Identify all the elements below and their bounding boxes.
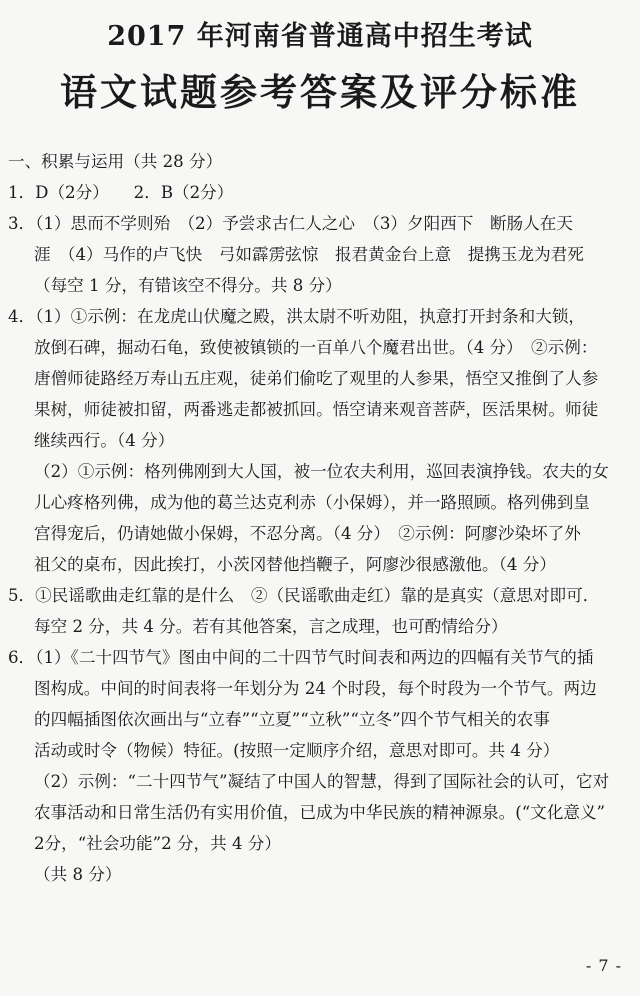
answer-line: 的四幅插图依次画出与“立春”“立夏”“立秋”“立冬”四个节气相关的农事 bbox=[34, 710, 550, 729]
answer-line: （2）示例：“二十四节气”凝结了中国人的智慧，得到了国际社会的认可，它对 bbox=[34, 772, 610, 791]
answer-line: 6．（1）《二十四节气》图由中间的二十四节气时间表和两边的四幅有关节气的插 bbox=[8, 648, 594, 667]
answer-line: 唐僧师徒路经万寿山五庄观，徒弟们偷吃了观里的人参果，悟空又推倒了人参 bbox=[34, 369, 599, 388]
answer-line: 果树，师徒被扣留，两番逃走都被抓回。悟空请来观音菩萨，医活果树。师徒 bbox=[34, 400, 599, 419]
answer-body bbox=[8, 146, 630, 890]
answer-line: 宫得宠后，仍请她做小保姆，不忍分离。（4 分） ②示例：阿廖沙染坏了外 bbox=[34, 524, 581, 543]
answer-line: 活动或时令（物候）特征。(按照一定顺序介绍，意思对即可。共 4 分） bbox=[34, 741, 560, 760]
answer-line: 农事活动和日常生活仍有实用价值，已成为中华民族的精神源泉。(“文化意义” bbox=[34, 803, 606, 822]
answer-line: （2）①示例：格列佛刚到大人国，被一位农夫利用，巡回表演挣钱。农夫的女 bbox=[34, 462, 609, 481]
answer-line: 祖父的桌布，因此挨打，小茨冈替他挡鞭子，阿廖沙很感激他。（4 分） bbox=[34, 555, 556, 574]
answer-line: 每空 2 分，共 4 分。若有其他答案，言之成理，也可酌情给分） bbox=[34, 617, 508, 636]
answer-line: 5．①民谣歌曲走红靠的是什么 ②（民谣歌曲走红）靠的是真实（意思对即可． bbox=[8, 586, 600, 605]
answer-line: 1．D（2分） 2．B（2分） bbox=[8, 183, 234, 202]
section-heading: 一、积累与运用（共 28 分） bbox=[8, 152, 223, 171]
page-number: - 7 - bbox=[585, 956, 622, 975]
exam-title: 2017 年河南省普通高中招生考试 bbox=[107, 21, 533, 52]
answer-line: （每空 1 分，有错该空不得分。共 8 分） bbox=[34, 276, 342, 295]
answer-line: （共 8 分） bbox=[34, 865, 122, 884]
document-subtitle: 语文试题参考答案及评分标准 bbox=[60, 70, 580, 114]
answer-line: 继续西行。（4 分） bbox=[34, 431, 175, 450]
answer-line: 2分，“社会功能”2 分，共 4 分） bbox=[34, 834, 281, 853]
answer-line: 涯 （4）马作的卢飞快 弓如霹雳弦惊 报君黄金台上意 提携玉龙为君死 bbox=[34, 245, 584, 264]
answer-line: 儿心疼格列佛，成为他的葛兰达克利赤（小保姆），并一路照顾。格列佛到皇 bbox=[34, 493, 590, 512]
answer-line: 3．（1）思而不学则殆 （2）予尝求古仁人之心 （3）夕阳西下 断肠人在天 bbox=[8, 214, 573, 233]
answer-line: 4．（1）①示例：在龙虎山伏魔之殿，洪太尉不听劝阻，执意打开封条和大锁， bbox=[8, 307, 586, 326]
answer-line: 图构成。中间的时间表将一年划分为 24 个时段，每个时段为一个节气。两边 bbox=[34, 679, 597, 698]
answer-line: 放倒石碑，掘动石龟，致使被镇锁的一百单八个魔君出世。（4 分） ②示例： bbox=[34, 338, 598, 357]
